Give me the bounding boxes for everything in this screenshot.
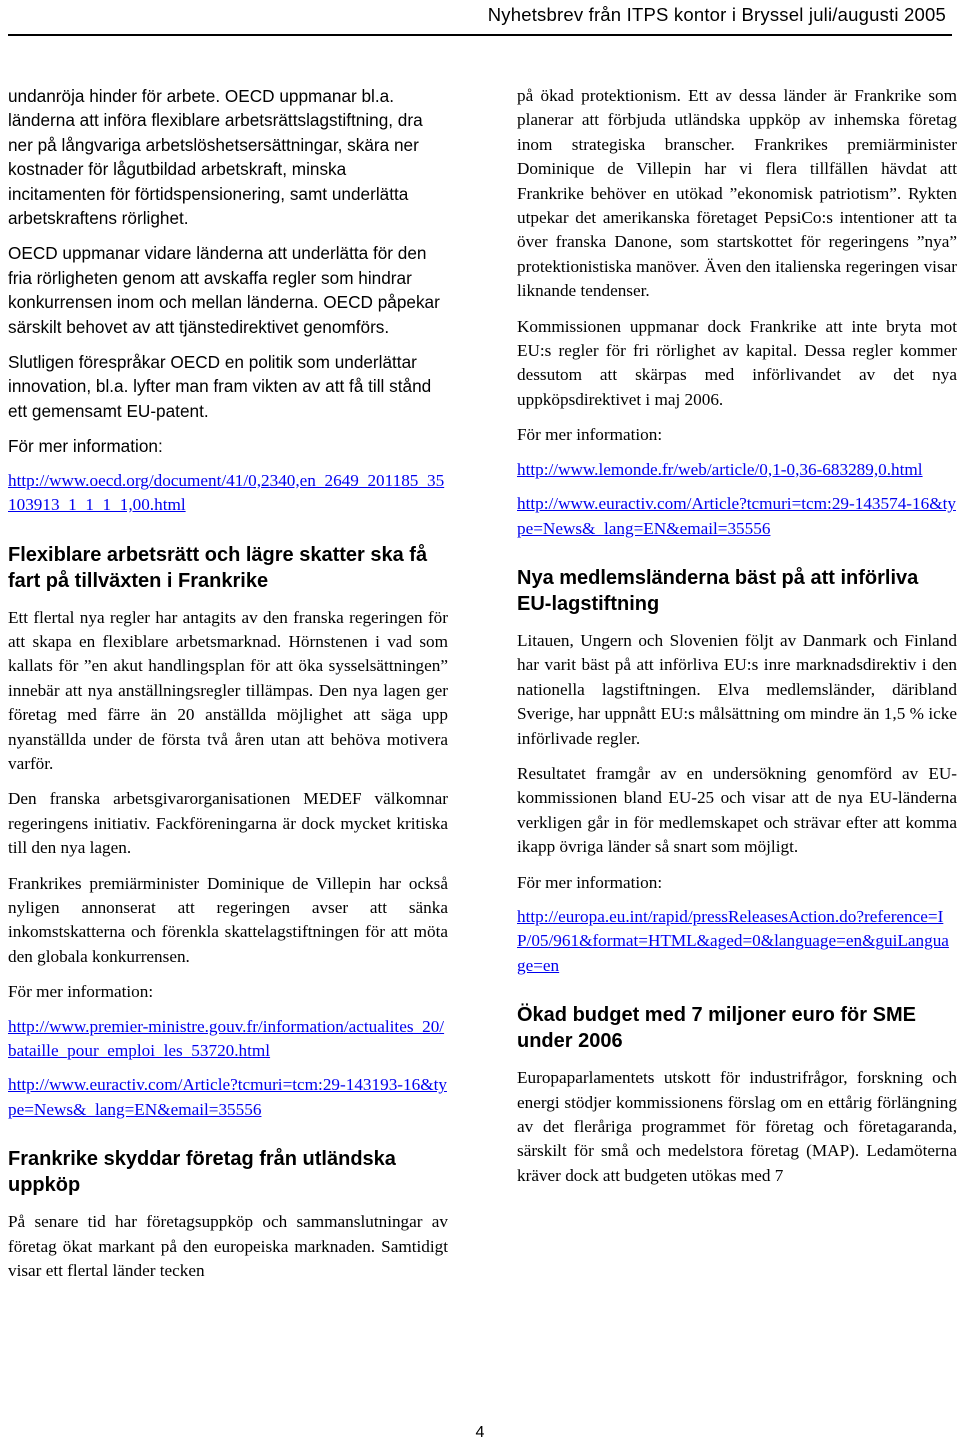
more-info-label: För mer information:	[8, 982, 154, 1002]
heading-frankrike-skyddar: Frankrike skyddar företag från utländska uppköp	[8, 1148, 396, 1197]
page-number: 4	[475, 1424, 485, 1441]
premier-ministre-link[interactable]: http://www.premier-ministre.gouv.fr/information/actualites_20/bataille_pour_emploi_les_53720.html	[8, 1016, 445, 1060]
euractiv-link[interactable]: http://www.euractiv.com/Article?tcmuri=tcm:29-143193-16&type=News&_lang=EN&email=35556	[8, 1075, 447, 1119]
heading-frankrike-arbetsratt: Flexiblare arbetsrätt och lägre skatter ska få fart på tillväxten i Frankrike	[8, 543, 428, 592]
oecd-paragraph-3: Slutligen förespråkar OECD en politik som underlättar innovation, bl.a. lyfter man fram vikten av att få till stånd ett gemensamt EU-patent.	[8, 352, 432, 421]
more-info-label: För mer information:	[517, 872, 663, 892]
medlem-paragraph-2: Resultatet framgår av en undersökning genomförd av EU-kommissionen bland EU-25 och visar att de nya EU-länderna verkligen går in för medlemskapet och strävar efter att komma ikapp övriga länder så snart som möjligt.	[517, 763, 957, 857]
oecd-paragraph-2: OECD uppmanar vidare länderna att underlätta för den fria rörligheten genom att avskaffa regler som hindrar konkurrensen inom och mellan länderna. OECD påpekar särskilt behovet av att tjänstedirektivet genomförs.	[8, 243, 440, 337]
lemonde-link[interactable]: http://www.lemonde.fr/web/article/0,1-0,36-683289,0.html	[517, 459, 923, 479]
frankrike-paragraph-3: Frankrikes premiärminister Dominique de Villepin har också nyligen annonserat att regeringen avser att sänka inkomstskatterna och förenkla skattelagstiftningen för att möta den globala konkurrensen.	[8, 873, 448, 966]
oecd-paragraph: undanröja hinder för arbete. OECD uppmanar bl.a. länderna att införa flexiblare arbetsrättslagstiftning, dra ner på långvariga arbetslöshetsersättningar, skära ner kostnader för lågutbildad arbetskraft, minska incitamenten för förtidspensionering, samt underlätta arbetskraftens rörlighet.	[8, 86, 423, 229]
protektionism-paragraph: på ökad protektionism. Ett av dessa länder är Frankrike som planerar att förbjuda utländska uppköp av inhemska företag inom strategiska branscher. Frankrikes premiärminister Dominique de Villepin har vi flera tillfällen hävdat att Frankrike behöver en utökad ”ekonomisk patriotism”. Rykten utpekar det amerikanska företaget PepsiCo:s intentioner att ta över franska Danone, som startskottet för regeringens ”nya” protektionistiska manöver. Även den italienska regeringen visar liknande tendenser.	[517, 86, 957, 301]
frankrike-paragraph-1: Ett flertal nya regler har antagits av den franska regeringen för att skapa en flexiblare arbetsmarknad. Hörnstenen i vad som kallats för ”en akut handlingsplan för att öka sysselsättningen” innebär att nya anställningsregler tillämpas. Den nya lagen ger företag med färre än 20 anställda möjlighet att säga upp nyanställda under de första två åren utan att behöva motivera varför.	[8, 607, 448, 773]
medlem-paragraph-1: Litauen, Ungern och Slovenien följt av Danmark och Finland har varit bäst på att införliva EU:s inre marknadsdirektiv i den nationella lagstiftningen. Elva medlemsländer, däribland Sverige, har uppnått EU:s målsättning om mindre än 1,5 % icke införlivade regler.	[517, 630, 957, 748]
header-divider	[8, 34, 952, 36]
more-info-label: För mer information:	[517, 425, 663, 445]
oecd-link[interactable]: http://www.oecd.org/document/41/0,2340,en_2649_201185_35103913_1_1_1_1,00.html	[8, 470, 445, 515]
euractiv-link[interactable]: http://www.euractiv.com/Article?tcmuri=tcm:29-143574-16&type=News&_lang=EN&email=35556	[517, 494, 956, 538]
left-column	[8, 84, 448, 1294]
kommissionen-paragraph: Kommissionen uppmanar dock Frankrike att inte bryta mot EU:s regler för fri rörlighet av kapital. Dessa regler kommer dessutom att skärpas med införlivandet av det nya uppköpsdirektivet i maj 2006.	[517, 316, 957, 409]
heading-budget-sme: Ökad budget med 7 miljoner euro för SME under 2006	[517, 1004, 916, 1053]
right-column	[517, 84, 957, 1199]
frankrike-paragraph-2: Den franska arbetsgivarorganisationen MEDEF välkomnar regeringens initiativ. Fackföreningarna är dock mycket kritiska till den nya lagen.	[8, 789, 448, 858]
europa-link[interactable]: http://europa.eu.int/rapid/pressReleasesAction.do?reference=IP/05/961&format=HTML&aged=0&language=en&guiLanguage=en	[517, 906, 949, 975]
more-info-label: För mer information:	[8, 436, 163, 457]
heading-medlemslanderna: Nya medlemsländerna bäst på att införliva EU-lagstiftning	[517, 566, 919, 615]
skyddar-paragraph: På senare tid har företagsuppköp och sammanslutningar av företag ökat markant på den europeiska marknaden. Samtidigt visar ett flertal länder tecken	[8, 1212, 448, 1281]
budget-paragraph: Europaparlamentets utskott för industrifrågor, forskning och energi stödjer kommissionens förslag om en ettårig förlängning av det fleråriga programmet för företag och företagaranda, särskilt för små och medelstora företag (MAP). Ledamöterna kräver dock att budgeten utökas med 7	[517, 1068, 957, 1185]
newsletter-header: Nyhetsbrev från ITPS kontor i Bryssel juli/augusti 2005	[487, 4, 946, 25]
